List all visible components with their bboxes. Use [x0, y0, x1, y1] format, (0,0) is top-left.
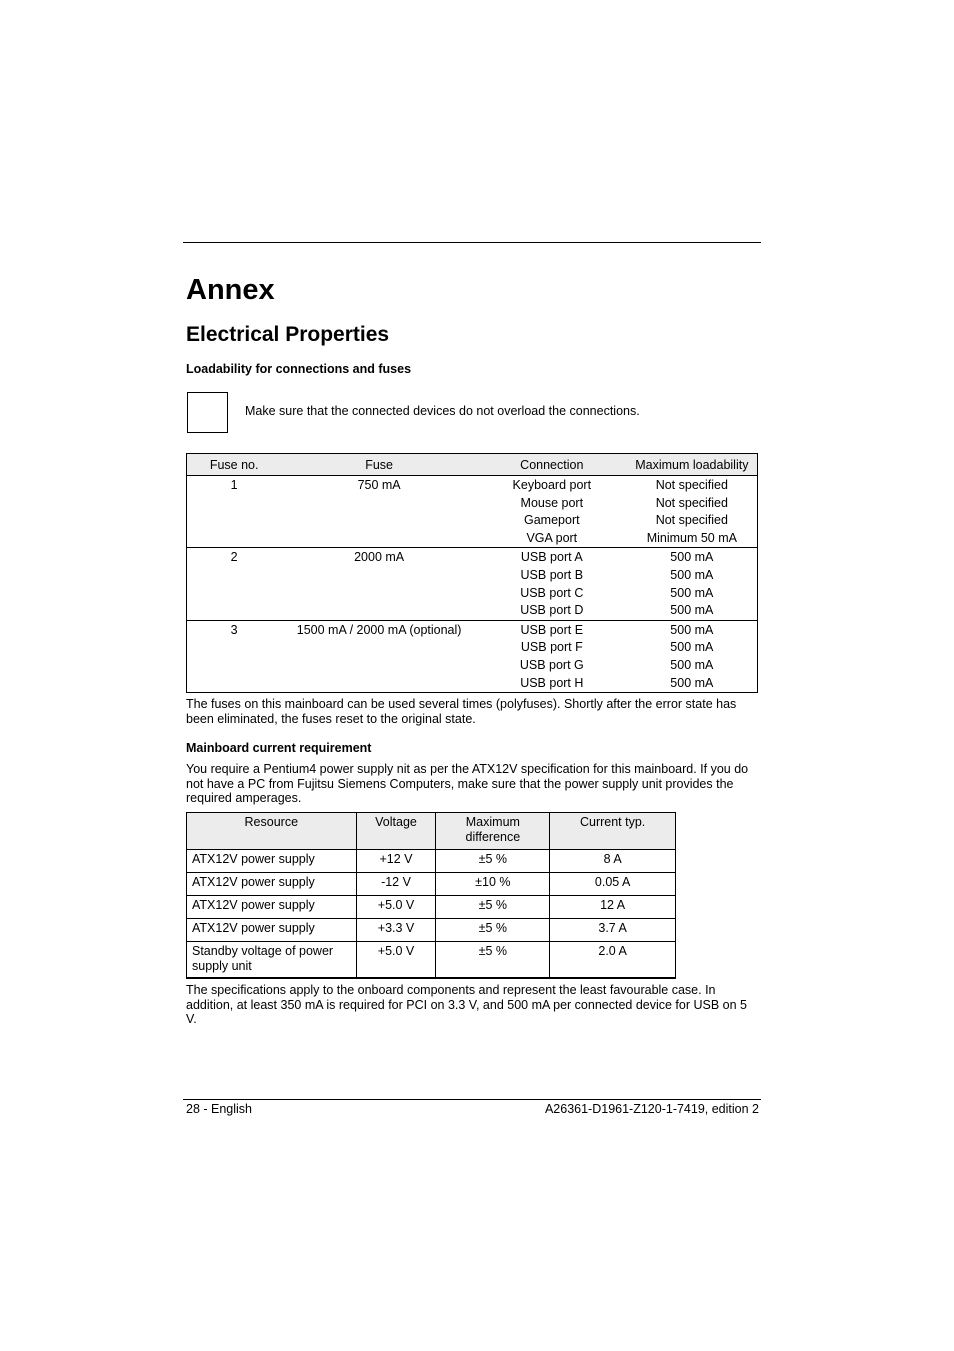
header-cell: Resource — [187, 813, 357, 850]
voltage-cell: +5.0 V — [356, 942, 436, 979]
resource-cell: Standby voltage of power supply unit — [187, 942, 357, 979]
table-row — [187, 476, 758, 548]
load: 500 mA — [670, 567, 714, 582]
table-row — [187, 620, 758, 692]
current-cell: 8 A — [550, 850, 676, 873]
page-number: 28 - English — [186, 1102, 253, 1116]
load: Not specified — [655, 478, 728, 492]
requirement-paragraph: You require a Pentium4 power supply nit as per the ATX12V specification for this mainboard. If you do not have a PC from Fujitsu Siemens Computers, make sure that the power supply unit provides the required amperages. — [186, 762, 749, 805]
current-cell: 12 A — [550, 896, 676, 919]
table-row — [187, 896, 676, 919]
note-icon — [187, 392, 228, 433]
load: 500 mA — [670, 603, 714, 618]
resource-cell: ATX12V power supply — [187, 896, 357, 919]
fuse-table — [186, 453, 758, 693]
load-list — [627, 548, 758, 620]
fuse-value: 1500 mA / 2000 mA (optional) — [281, 620, 477, 692]
current-table — [186, 812, 676, 979]
load: 500 mA — [670, 675, 714, 690]
difference-cell: ±10 % — [436, 873, 550, 896]
table-row — [187, 919, 676, 942]
connection: USB port E — [520, 622, 584, 637]
connection-list — [477, 548, 627, 620]
current-table-header — [187, 813, 676, 850]
header-cell: Fuse — [281, 454, 477, 476]
table-row — [187, 850, 676, 873]
document-id: A26361-D1961-Z120-1-7419, edition 2 — [544, 1102, 759, 1116]
specs-paragraph: The specifications apply to the onboard components and represent the least favourable case. In addition, at least 350 mA is required for PCI on 3.3 V, and 500 mA per connected device for USB on 5 V. — [186, 983, 747, 1026]
load: Not specified — [655, 495, 728, 510]
table-row — [187, 548, 758, 620]
connection: USB port A — [520, 550, 583, 565]
current-cell: 3.7 A — [550, 919, 676, 942]
page-heading: Annex — [186, 274, 275, 306]
header-cell: Current typ. — [550, 813, 676, 850]
fuses-paragraph: The fuses on this mainboard can be used several times (polyfuses). Shortly after the error state has been eliminated, the fuses reset to the original state. — [186, 697, 737, 726]
header-cell: Maximum loadability — [627, 454, 758, 476]
subsection-title-loadability: Loadability for connections and fuses — [186, 362, 412, 376]
header-cell: Maximum difference — [436, 813, 550, 850]
resource-cell: ATX12V power supply — [187, 873, 357, 896]
voltage-cell: +5.0 V — [356, 896, 436, 919]
header-cell: Voltage — [356, 813, 436, 850]
load-list — [627, 476, 758, 548]
table-row — [187, 942, 676, 979]
connection: USB port G — [519, 657, 584, 672]
difference-cell: ±5 % — [436, 942, 550, 979]
connection-list — [477, 620, 627, 692]
difference-cell: ±5 % — [436, 919, 550, 942]
connection-list — [477, 476, 627, 548]
fuse-no: 2 — [187, 548, 282, 620]
connection: Gameport — [524, 513, 580, 528]
fuse-value: 2000 mA — [281, 548, 477, 620]
fuse-table-header — [187, 454, 758, 476]
load: 500 mA — [670, 550, 714, 565]
load: 500 mA — [670, 622, 714, 637]
connection: USB port D — [520, 603, 584, 618]
current-cell: 0.05 A — [550, 873, 676, 896]
difference-cell: ±5 % — [436, 850, 550, 873]
voltage-cell: -12 V — [356, 873, 436, 896]
header-cell: Fuse no. — [187, 454, 282, 476]
table-row — [187, 873, 676, 896]
current-cell: 2.0 A — [550, 942, 676, 979]
header-cell: Connection — [477, 454, 627, 476]
voltage-cell: +3.3 V — [356, 919, 436, 942]
connection: USB port F — [520, 640, 583, 655]
fuse-no: 3 — [187, 620, 282, 692]
connection: USB port H — [520, 675, 584, 690]
footer-rule — [183, 1099, 761, 1100]
connection: USB port C — [520, 585, 584, 600]
connection: Keyboard port — [512, 478, 592, 492]
connection: Mouse port — [520, 495, 584, 510]
load: Minimum 50 mA — [646, 530, 737, 545]
load: 500 mA — [670, 657, 714, 672]
connection: VGA port — [526, 530, 578, 545]
load: Not specified — [655, 513, 728, 528]
note-text: Make sure that the connected devices do not overload the connections. — [245, 404, 640, 418]
voltage-cell: +12 V — [356, 850, 436, 873]
fuse-value: 750 mA — [281, 476, 477, 548]
resource-cell: ATX12V power supply — [187, 919, 357, 942]
fuse-no: 1 — [187, 476, 282, 548]
load: 500 mA — [670, 640, 714, 655]
difference-cell: ±5 % — [436, 896, 550, 919]
section-title: Electrical Properties — [186, 323, 390, 346]
resource-cell: ATX12V power supply — [187, 850, 357, 873]
subsection-title-current: Mainboard current requirement — [186, 741, 372, 755]
connection: USB port B — [520, 567, 584, 582]
header-rule — [183, 242, 761, 243]
load-list — [627, 620, 758, 692]
load: 500 mA — [670, 585, 714, 600]
